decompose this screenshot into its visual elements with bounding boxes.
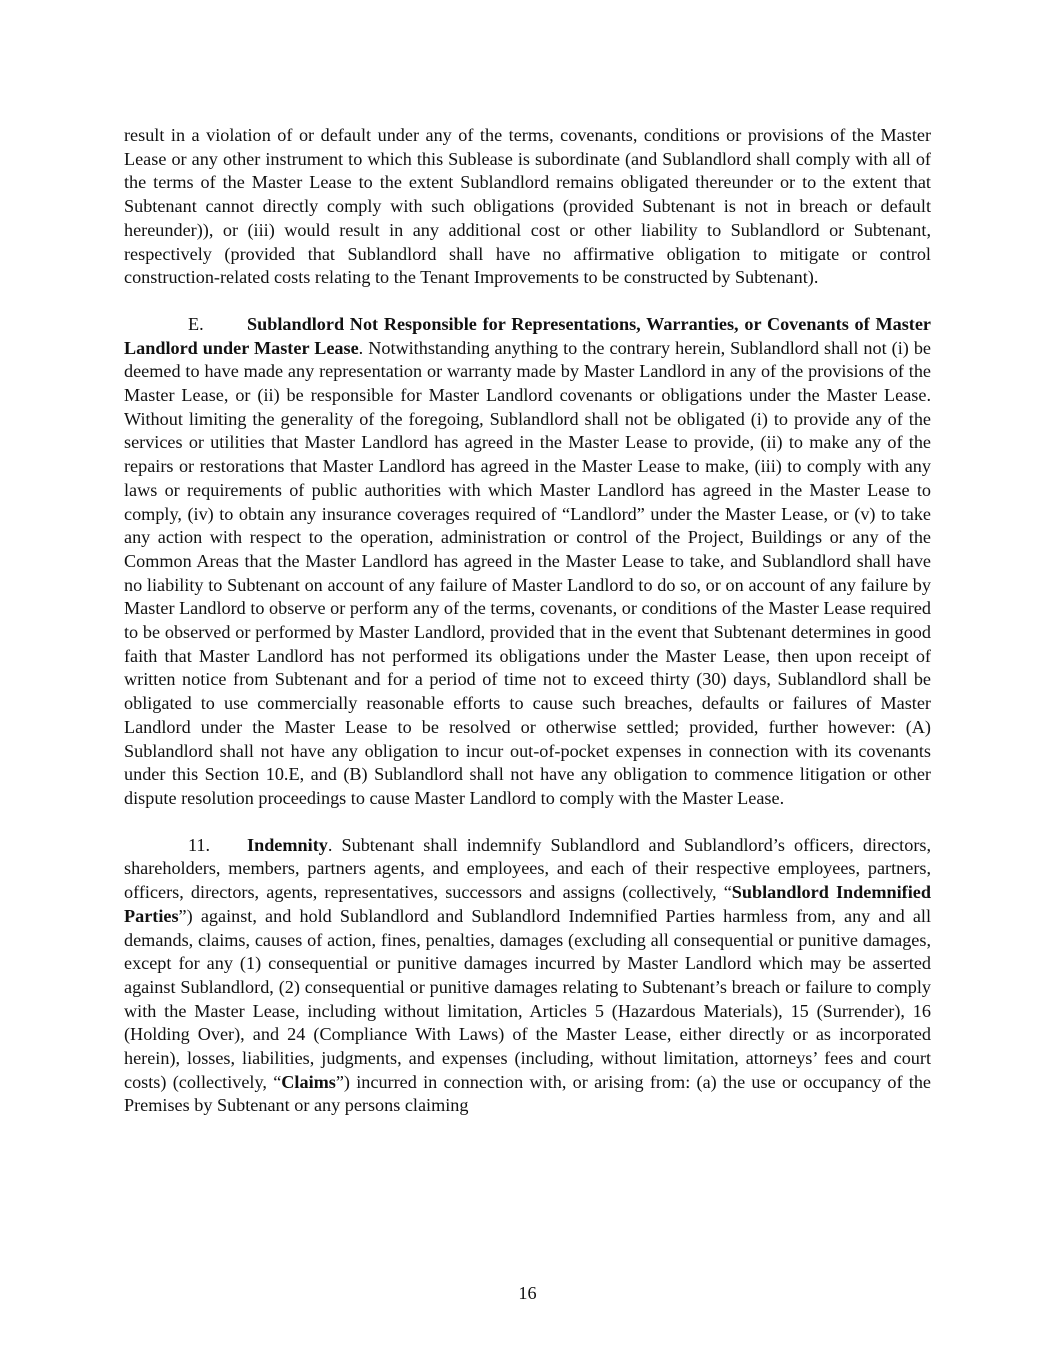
section-11-body-part-2: ”) against, and hold Sublandlord and Sublandlord Indemnified Parties harmless from, any and all demands, claims, causes of action, fines, penalties, damages (excluding all consequential or punitive damages, except for any (1) consequential or punitive damages incurred by Master Landlord which may be asserted against Sublandlord, (2) consequential or punitive damages relating to Subtenant’s breach or failure to comply with the Master Lease, including without limitation, Articles 5 (Hazardous Materials), 15 (Surrender), 16 (Holding Over), and 24 (Compliance With Laws) of the Master Lease, either directly or as incorporated herein), losses, liabilities, judgments, and expenses (including, without limitation, attorneys’ fees and court costs) (collectively, “ <box>124 905 931 1092</box>
section-10e-paragraph <box>124 313 931 811</box>
document-page <box>124 124 931 1118</box>
section-11-heading: Indemnity <box>247 834 328 855</box>
section-10e-number: E. <box>188 313 204 334</box>
defined-term-sublandlord-indemnified-parties: Sublandlord Indemnified Parties <box>124 882 931 926</box>
continuation-paragraph: result in a violation of or default under any of the terms, covenants, conditions or provisions of the Master Lease or any other instrument to which this Sublease is subordinate (and Sublandlord shall comply with all of the terms of the Master Lease to the extent Sublandlord remains obligated thereunder or to the extent that Subtenant cannot directly comply with such obligations (provided Subtenant is not in breach or default hereunder)), or (iii) would result in any additional cost or other liability to Sublandlord or Subtenant, respectively (provided that Sublandlord shall have no affirmative obligation to mitigate or control construction-related costs relating to the Tenant Improvements to be constructed by Subtenant). <box>124 125 931 288</box>
section-10e-heading: Sublandlord Not Responsible for Representations, Warranties, or Covenants of Master Landlord under Master Lease <box>124 313 931 358</box>
section-11-body-part-3: ”) incurred in connection with, or arising from: (a) the use or occupancy of the Premises by Subtenant or any persons claiming <box>124 1071 931 1116</box>
section-11-body-part-1: . Subtenant shall indemnify Sublandlord and Sublandlord’s officers, directors, shareholders, members, partners agents, and employees, and each of their respective employees, partners, officers, directors, agents, representatives, successors and assigns (collectively, “ <box>124 834 931 903</box>
page-number: 16 <box>518 1283 537 1303</box>
section-11-paragraph <box>124 834 931 1118</box>
section-11-number: 11. <box>188 834 211 855</box>
section-10e-body: . Notwithstanding anything to the contrary herein, Sublandlord shall not (i) be deemed to have made any representation or warranty made by Master Landlord in any of the provisions of the Master Lease, or (ii) be responsible for Master Landlord covenants or obligations under the Master Lease. Without limiting the generality of the foregoing, Sublandlord shall not be obligated (i) to provide any of the services or utilities that Master Landlord has agreed in the Master Lease to provide, (ii) to make any of the repairs or restorations that Master Landlord has agreed in the Master Lease to make, (iii) to comply with any laws or requirements of public authorities with which Master Landlord has agreed in the Master Lease to comply, (iv) to obtain any insurance coverages required of “Landlord” under the Master Lease, or (v) to take any action with respect to the operation, administration or control of the Project, Buildings or any of the Common Areas that the Master Landlord has agreed in the Master Lease to take, and Sublandlord shall have no liability to Subtenant on account of any failure of Master Landlord to do so, or on account of any failure by Master Landlord to observe or perform any of the terms, covenants, or conditions of the Master Lease required to be observed or performed by Master Landlord, provided that in the event that Subtenant determines in good faith that Master Landlord has not performed its obligations under the Master Lease, then upon receipt of written notice from Subtenant and for a period of time not to exceed thirty (30) days, Sublandlord shall be obligated to use commercially reasonable efforts to cause such breaches, defaults or failures of Master Landlord under the Master Lease to be resolved or otherwise settled; provided, further however: (A) Sublandlord shall not have any obligation to incur out-of-pocket expenses in connection with its covenants under this Section 10.E, and (B) Sublandlord shall not have any obligation to commence litigation or other dispute resolution proceedings to cause Master Landlord to comply with the Master Lease. <box>124 337 932 808</box>
defined-term-claims: Claims <box>281 1071 336 1092</box>
